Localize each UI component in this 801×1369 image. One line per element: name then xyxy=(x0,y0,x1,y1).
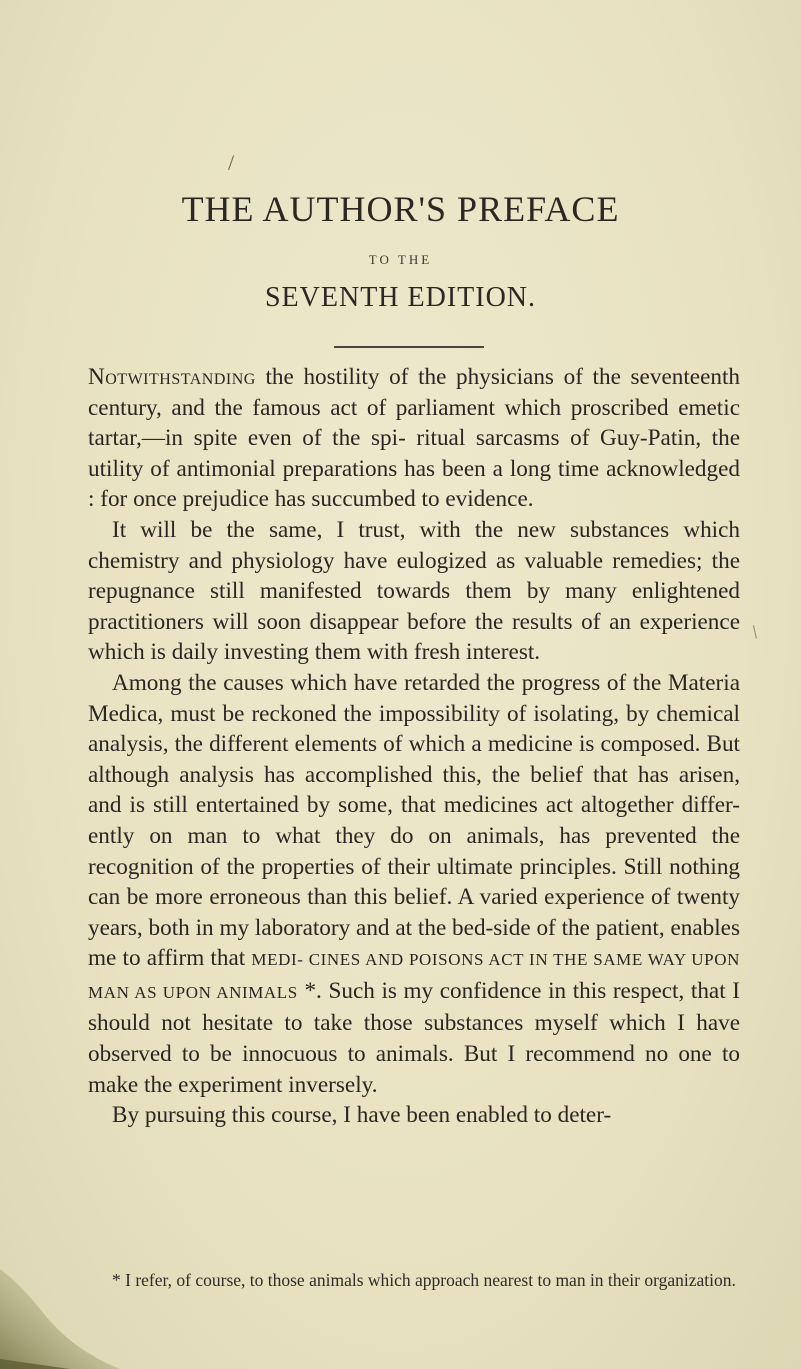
paragraph-3-text-a: Among the causes which have retarded the progress of the Materia Medica, must be reckoned the impossibility of isolating, by chemical analysis, the different elements of which a medicine is composed. But although analysis has accomplished this, the belief that has arisen, and is still entertained by some, that medicines act altogether differ- ently on man to what they do on animals, has prevented the recognition of the properties of their ultimate principles. Still nothing can be more erroneous than this belief. A varied experience of twenty years, both in my laboratory and at the bed-side of the patient, enables me to affirm that xyxy=(88,669,740,972)
footnote: * I refer, of course, to those animals which approach nearest to man in their organization. xyxy=(112,1270,736,1290)
stray-ink-mark: / xyxy=(228,150,235,175)
paragraph-1 xyxy=(88,362,740,515)
page-title: THE AUTHOR'S PREFACE xyxy=(181,189,620,229)
page-subtitle: SEVENTH EDITION. xyxy=(264,282,537,313)
preface-body xyxy=(88,362,740,1131)
title-connector: TO THE xyxy=(368,252,433,267)
paragraph-4: By pursuing this course, I have been enabled to deter- xyxy=(112,1102,612,1129)
paragraph-1-text: the hostility of the physicians of the seventeenth century, and the famous act of parliament which proscribed emetic tartar,—in spite even of the spi- ritual sarcasms of Guy-Patin, the utility of antimonial preparations has been a long time acknowledged : for once prejudice has succumbed to evidence. xyxy=(88,364,740,513)
title-divider xyxy=(334,346,484,348)
paragraph-3 xyxy=(88,668,740,1100)
lead-word: Notwithstanding xyxy=(88,364,256,390)
margin-mark: / xyxy=(747,621,762,642)
paragraph-3-text-b: *. Such is my confidence in this respect, that I should not hesitate to take those substances myself which I have observed to be innocuous to animals. But I recommend no one to make the experiment inversely. xyxy=(88,977,740,1098)
page-corner-shadow xyxy=(0,1249,130,1369)
paragraph-2: It will be the same, I trust, with the new substances which chemistry and physiology have eulogized as valuable remedies; the repugnance still manifested towards them by many enlightened practitioners will soon disappear before the results of an experience which is daily investing them with fresh interest. xyxy=(88,516,740,666)
emphasis-caps: MEDI- CINES AND POISONS ACT IN THE SAME WAY UPON MAN AS UPON ANIMALS xyxy=(88,950,740,1002)
